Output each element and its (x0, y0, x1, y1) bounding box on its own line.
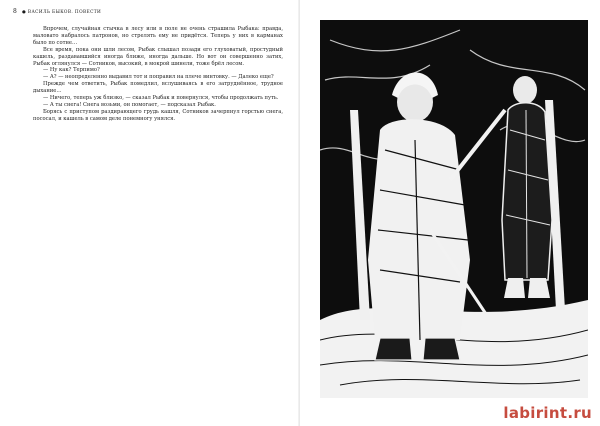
illustration-svg (320, 20, 588, 398)
paragraph: — А? — неопределенно выдавил тот и поправил на плече винтовку. — Далеко еще? (43, 74, 274, 81)
paragraph: — Ну как? Терпимо? (43, 67, 100, 74)
body-text (33, 26, 283, 123)
paragraph: — А ты снега! Снега возьми, он помогает, — подсказал Рыбак. (43, 101, 216, 108)
paragraph: Прежде чем ответить, Рыбак помедлил, вслушиваясь в его затруднённое, трудное дыхание… (33, 81, 283, 95)
right-page (300, 0, 600, 426)
paragraph: Впрочем, случайная стычка в лесу или в поле не очень страшила Рыбака: правда, маловато набралось патронов, но стрелять ему не придётся. Теперь у них в карманах было по сотне… (33, 26, 283, 46)
watermark: labirint.ru (503, 404, 592, 422)
paragraph: — Ничего, теперь уж близко, — сказал Рыбак и повернулся, чтобы продолжать путь. (43, 95, 279, 102)
woodcut-illustration (320, 20, 588, 398)
paragraph: Борясь с приступом раздирающего грудь кашля, Сотников зачерпнул горстью снега, пососал, и кашель в самом деле понемногу унялся. (33, 108, 283, 122)
page-number: 8 (13, 8, 18, 15)
paragraph: Все время, пока они шли лесом, Рыбак слышал позади его глуховатый, простудный кашель, раздававшийся иногда ближе, иногда дальше. Но вот он совершенно затих, Рыбак оглянулся — Сотников, высокий, в мокрой шинели, тоже брёл лесом. (33, 46, 283, 67)
running-head (13, 8, 292, 15)
running-head-title: ● ВАСИЛЬ БЫКОВ. ПОВЕСТИ (22, 10, 102, 15)
